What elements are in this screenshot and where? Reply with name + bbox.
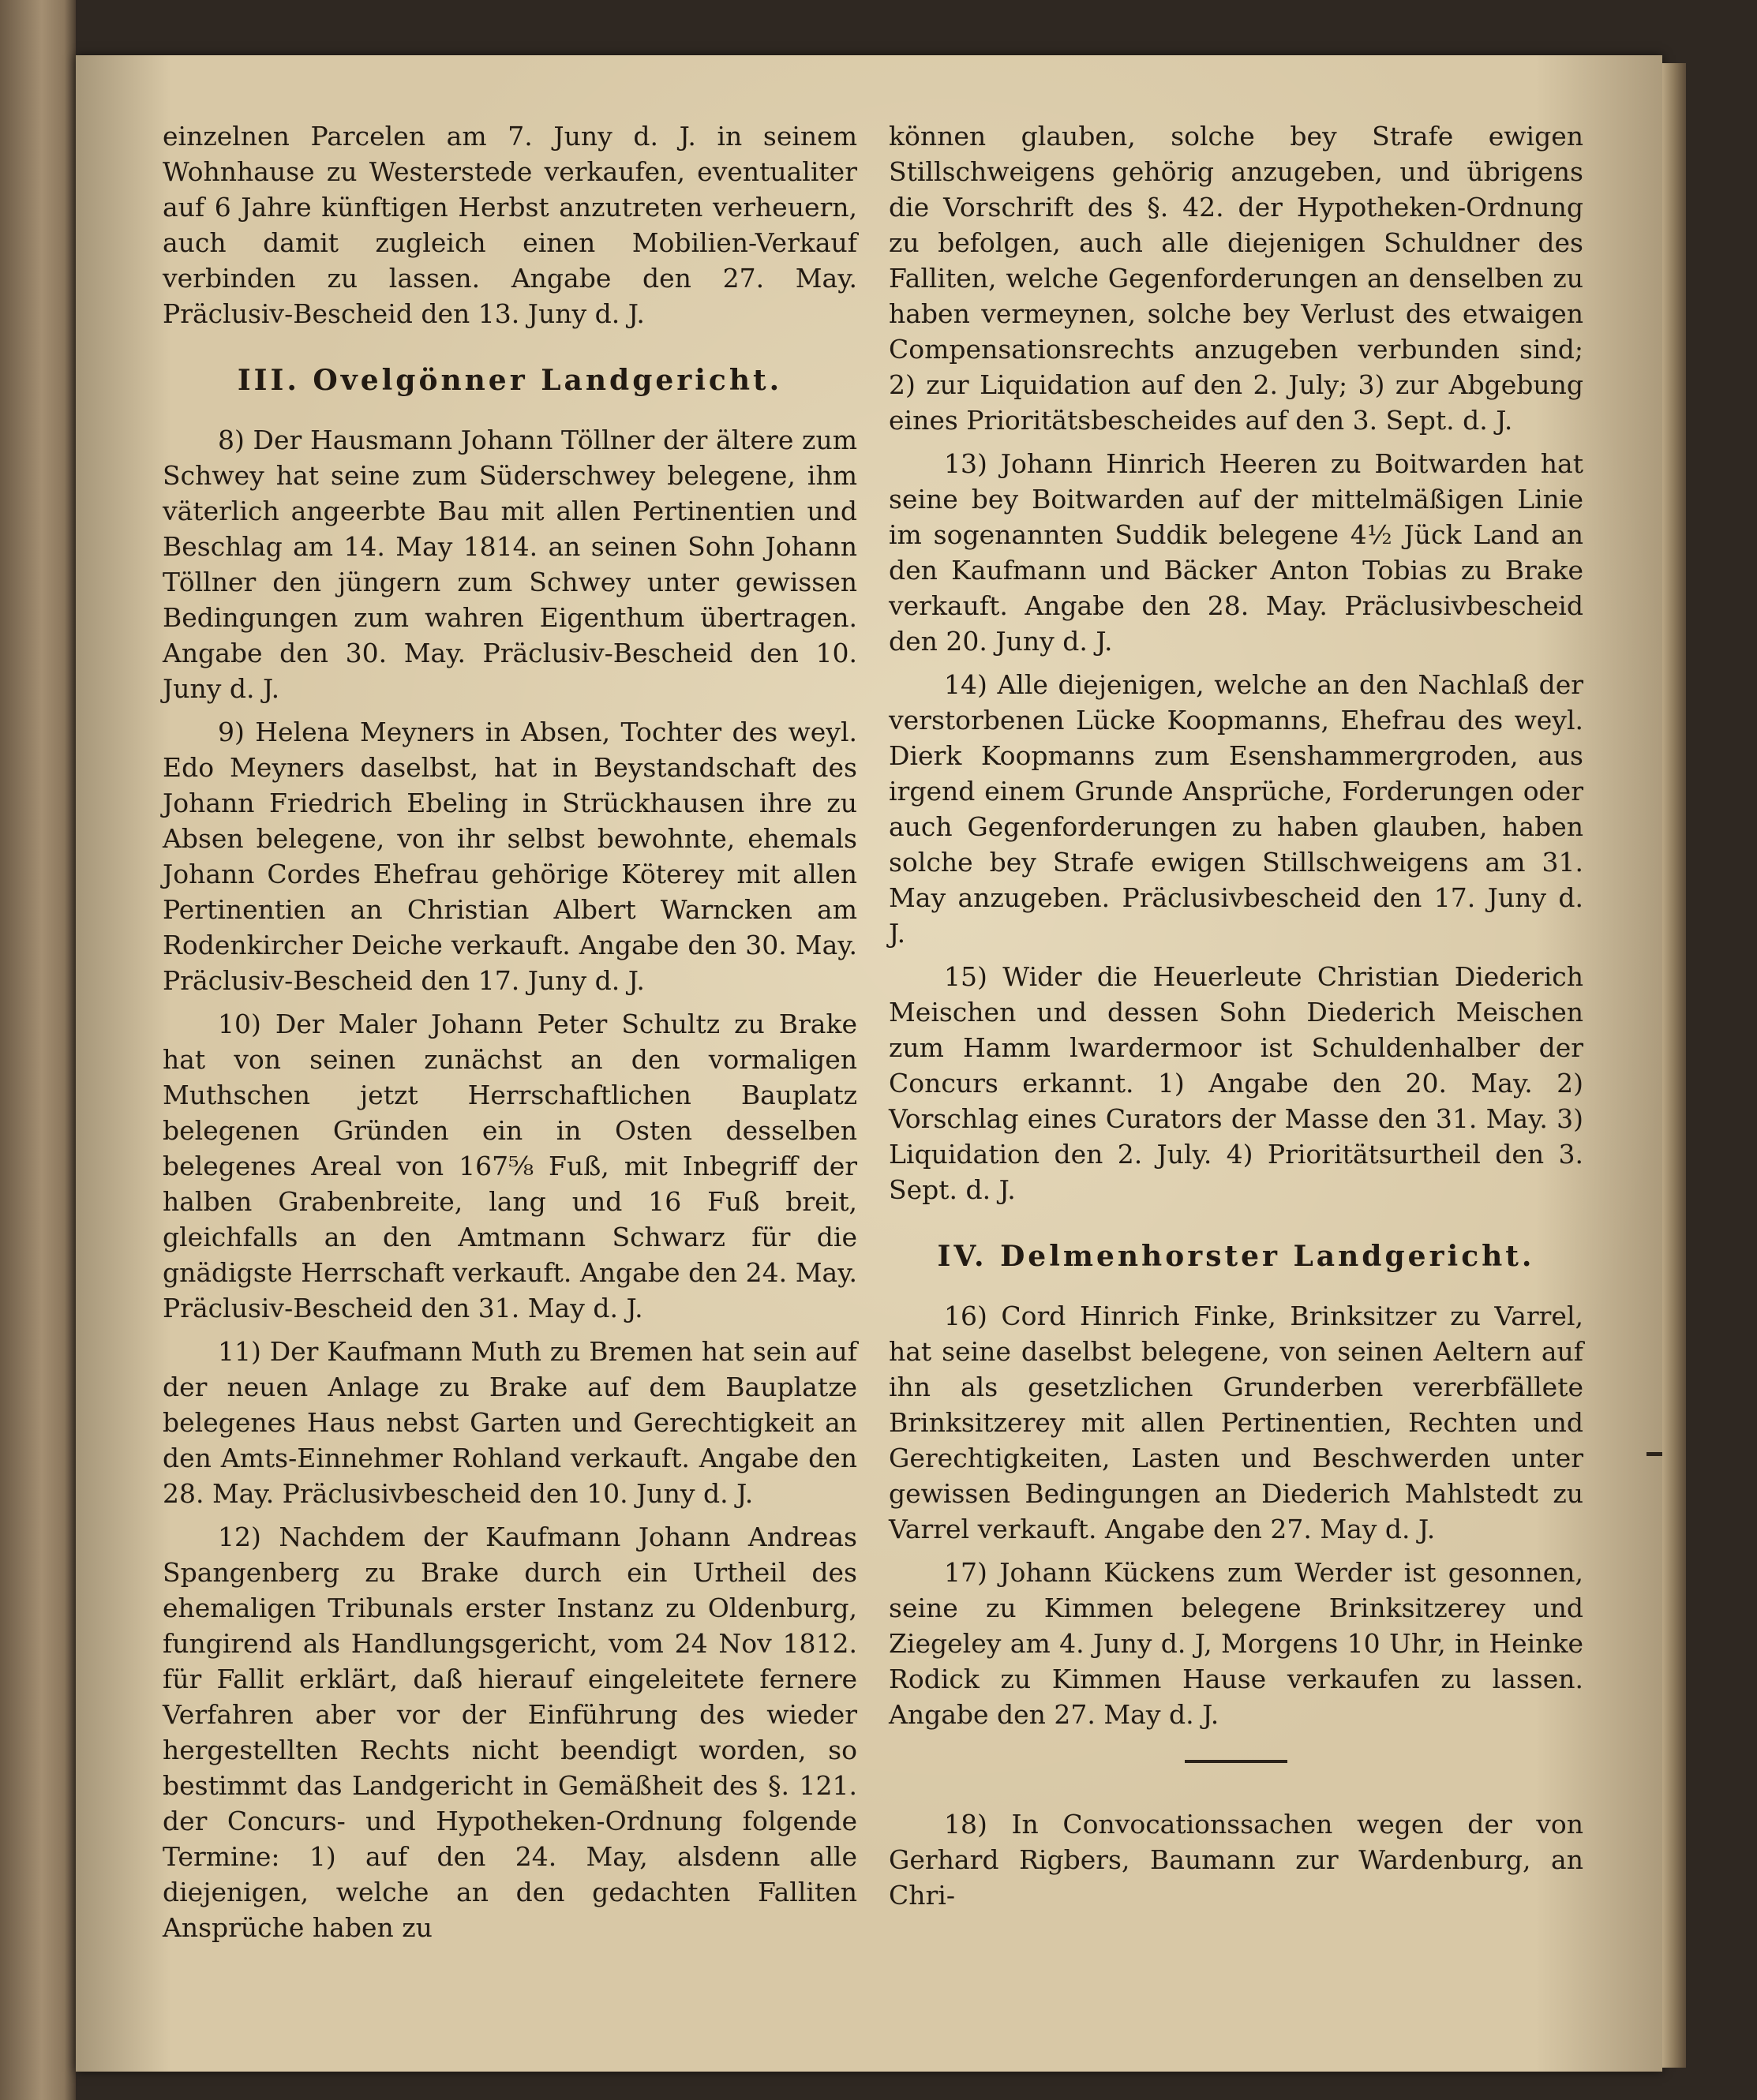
- paragraph-9: 9) Helena Meyners in Absen, Tochter des weyl. Edo Meyners daselbst, hat in Beystandschaft des Johann Friedrich Ebeling in Strückhausen ihre zu Absen belegene, von ihr selbst bewohnte, ehemals Johann Cordes Ehefrau gehörige Köterey mit allen Pertinentien an Christian Albert Warncken am Rodenkircher Deiche verkauft. Angabe den 30. May. Präclusiv-Bescheid den 17. Juny d. J.: [163, 717, 857, 996]
- paragraph-12: 12) Nachdem der Kaufmann Johann Andreas Spangenberg zu Brake durch ein Urtheil des ehemaligen Tribunals erster Instanz zu Oldenburg, fungirend als Handlungsgericht, vom 24 Nov 1812. für Fallit erklärt, daß hierauf eingeleitete fernere Verfahren aber vor der Einführung des wieder hergestellten Rechts nicht beendigt worden, so bestimmt das Landgericht in Gemäßheit des §. 121. der Concurs- und Hypotheken-Ordnung folgende Termine: 1) auf den 24. May, alsdenn alle diejenigen, welche an den gedachten Falliten Ansprüche haben zu: [163, 1522, 857, 1943]
- page: [76, 55, 1662, 2072]
- section-heading-delmenhorst: IV. Delmenhorster Landgericht.: [937, 1240, 1535, 1273]
- paragraph-intro: einzelnen Parcelen am 7. Juny d. J. in seinem Wohnhause zu Westerstede verkaufen, eventualiter auf 6 Jahre künftigen Herbst anzutreten verheuern, auch damit zugleich einen Mobilien-Verkauf verbinden zu lassen. Angabe den 27. May. Präclusiv-Bescheid den 13. Juny d. J.: [163, 121, 857, 329]
- paragraph-8: 8) Der Hausmann Johann Töllner der ältere zum Schwey hat seine zum Süderschwey belegene, ihm väterlich angeerbte Bau mit allen Pertinentien und Beschlag am 14. May 1814. an seinen Sohn Johann Töllner den jüngern zum Schwey unter gewissen Bedingungen zum wahren Eigenthum übertragen. Angabe den 30. May. Präclusiv-Bescheid den 10. Juny d. J.: [163, 425, 857, 704]
- paragraph-18: 18) In Convocationssachen wegen der von Gerhard Rigbers, Baumann zur Wardenburg, an Chri-: [889, 1809, 1583, 1911]
- section-heading-ovelgoenne: III. Ovelgönner Landgericht.: [237, 364, 783, 397]
- paragraph-10: 10) Der Maler Johann Peter Schultz zu Brake hat von seinen zunächst an den vormaligen Muthschen jetzt Herrschaftlichen Bauplatz belegenen Gründen ein in Osten desselben belegenes Areal von 167⅝ Fuß, mit Inbegriff der halben Grabenbreite, lang und 16 Fuß breit, gleichfalls an den Amtmann Schwarz für die gnädigste Herrschaft verkauft. Angabe den 24. May. Präclusiv-Bescheid den 31. May d. J.: [163, 1009, 857, 1323]
- page-right-edge: [1662, 63, 1686, 2068]
- left-column: [163, 118, 857, 1953]
- paragraph-16: 16) Cord Hinrich Finke, Brinksitzer zu Varrel, hat seine daselbst belegene, von seinen Aeltern auf ihn als gesetzlichen Grunderben vererbfällete Brinksitzerey mit allen Pertinentien, Rechten und Gerechtigkeiten, Lasten und Beschwerden unter gewissen Bedingungen an Diederich Mahlstedt zu Varrel verkauft. Angabe den 27. May d. J.: [889, 1301, 1583, 1544]
- paragraph-17: 17) Johann Kückens zum Werder ist gesonnen, seine zu Kimmen belegene Brinksitzerey und Ziegeley am 4. Juny d. J, Morgens 10 Uhr, in Heinke Rodick zu Kimmen Hause verkaufen zu lassen. Angabe den 27. May d. J.: [889, 1557, 1583, 1730]
- paragraph-15: 15) Wider die Heuerleute Christian Diederich Meischen und dessen Sohn Diederich Meischen zum Hamm lwardermoor ist Schuldenhalber der Concurs erkannt. 1) Angabe den 20. May. 2) Vorschlag eines Curators der Masse den 31. May. 3) Liquidation den 2. July. 4) Prioritätsurtheil den 3. Sept. d. J.: [889, 961, 1583, 1205]
- paragraph-continued: können glauben, solche bey Strafe ewigen Stillschweigens gehörig anzugeben, und übrigens die Vorschrift des §. 42. der Hypotheken-Ordnung zu befolgen, auch alle diejenigen Schuldner des Falliten, welche Gegenforderungen an denselben zu haben vermeynen, solche bey Verlust des etwaigen Compensationsrechts anzugeben verbunden sind; 2) zur Liquidation auf den 2. July; 3) zur Abgebung eines Prioritätsbescheides auf den 3. Sept. d. J.: [889, 121, 1583, 436]
- paragraph-14: 14) Alle diejenigen, welche an den Nachlaß der verstorbenen Lücke Koopmanns, Ehefrau des weyl. Dierk Koopmanns zum Esenshammergroden, aus irgend einem Grunde Ansprüche, Forderungen oder auch Gegenforderungen zu haben glauben, haben solche bey Strafe ewigen Stillschweigens am 31. May anzugeben. Präclusivbescheid den 17. Juny d. J.: [889, 669, 1583, 949]
- paragraph-11: 11) Der Kaufmann Muth zu Bremen hat sein auf der neuen Anlage zu Brake auf dem Bauplatze belegenes Haus nebst Garten und Gerechtigkeit an den Amts-Einnehmer Rohland verkauft. Angabe den 28. May. Präclusivbescheid den 10. Juny d. J.: [163, 1336, 857, 1509]
- right-column: [889, 118, 1583, 1921]
- paragraph-13: 13) Johann Hinrich Heeren zu Boitwarden hat seine bey Boitwarden auf der mittelmäßigen Linie im sogenannten Suddik belegene 4½ Jück Land an den Kaufmann und Bäcker Anton Tobias zu Brake verkauft. Angabe den 28. May. Präclusivbescheid den 20. Juny d. J.: [889, 448, 1583, 657]
- left-page-edge: [0, 0, 76, 2100]
- section-divider: [1185, 1760, 1287, 1763]
